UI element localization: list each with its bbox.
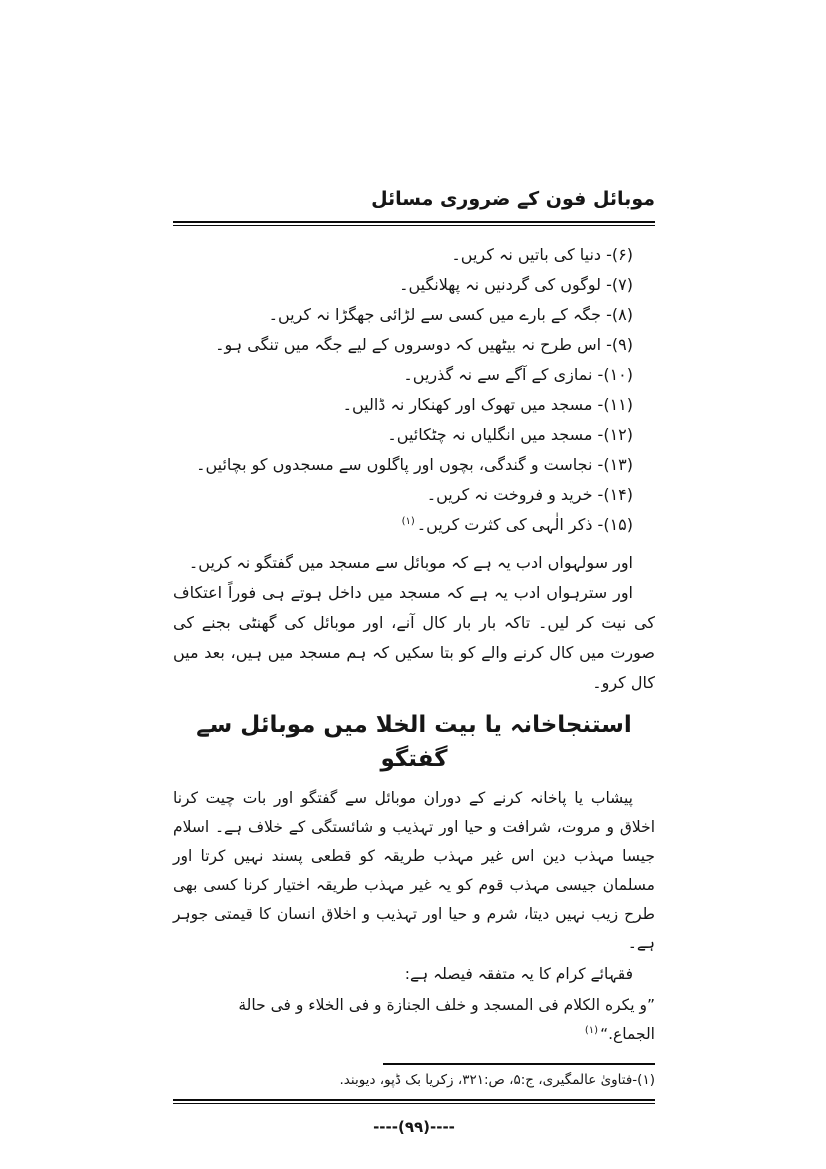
paragraph-sixteenth-adab: اور سولہواں ادب یہ ہے کہ موبائل سے مسجد میں گفتگو نہ کریں۔	[188, 553, 633, 572]
list-item: (۱۴)- خرید و فروخت نہ کریں۔	[426, 485, 633, 504]
list-item: (۹)- اس طرح نہ بیٹھیں کہ دوسروں کے لیے جگہ میں تنگی ہو۔	[215, 335, 633, 354]
footer-double-rule	[173, 1099, 655, 1104]
adab-list	[173, 240, 655, 540]
page-header-title: موبائل فون کے ضروری مسائل	[371, 188, 655, 210]
list-item: (۷)- لوگوں کی گردنیں نہ پھلانگیں۔	[399, 275, 633, 294]
footnote-marker: (۱)	[401, 515, 415, 527]
list-item: (۱۲)- مسجد میں انگلیاں نہ چٹکائیں۔	[387, 425, 633, 444]
arabic-quote	[173, 991, 655, 1049]
list-item: (۸)- جگہ کے بارے میں کسی سے لڑائی جھگڑا نہ کریں۔	[268, 305, 633, 324]
page-number: ----(۹۹)----	[373, 1118, 455, 1136]
list-item-text: (۱۵)- ذکر الٰہی کی کثرت کریں۔	[416, 515, 633, 534]
list-item: (۱۳)- نجاست و گندگی، بچوں اور پاگلوں سے مسجدوں کو بچائیں۔	[196, 455, 633, 474]
list-item: (۱۰)- نمازی کے آگے سے نہ گذریں۔	[403, 365, 633, 384]
header-double-rule	[173, 221, 655, 226]
section-body-paragraph: پیشاب یا پاخانہ کرنے کے دوران موبائل سے گفتگو اور بات چیت کرنا اخلاق و مروت، شرافت و حیا اور تہذیب و شائستگی کے خلاف ہے۔ اسلام جیسا مہذب دین اس غیر مہذب طریقہ کو قطعی پسند نہیں کرتا اور مسلمان جیسی مہذب قوم کو یہ غیر مہذب طریقہ اختیار کرنا کسی بھی طرح زیب نہیں دیتا، شرم و حیا اور تہذیب و اخلاق انسان کا قیمتی جوہر ہے۔	[173, 789, 655, 952]
paragraph-seventeenth-adab: اور سترہواں ادب یہ ہے کہ مسجد میں داخل ہوتے ہی فوراً اعتکاف کی نیت کر لیں۔ تاکہ بار بار کال آنے، اور موبائل کی گھنٹی بجنے کی صورت میں کال کرنے والے کو بتا سکیں کہ ہم مسجد میں ہیں، بعد میں کال کرو۔	[173, 583, 655, 692]
footnote-marker: (۱)	[584, 1024, 599, 1036]
list-item: (۱۱)- مسجد میں تھوک اور کھنکار نہ ڈالیں۔	[342, 395, 633, 414]
verdict-intro-line: فقہائے کرام کا یہ متفقہ فیصلہ ہے:	[404, 965, 633, 983]
footnote-text: (۱)-فتاویٰ عالمگیری، ج:۵، ص:۳۲۱، زکریا بک ڈپو، دیوبند.	[339, 1072, 655, 1088]
footnote-separator-rule	[383, 1063, 655, 1065]
page-content	[173, 184, 655, 1140]
section-heading: استنجاخانہ یا بیت الخلا میں موبائل سے گفتگو	[196, 712, 632, 772]
list-item: (۶)- دنیا کی باتیں نہ کریں۔	[451, 245, 633, 264]
list-item-with-footnote	[173, 510, 655, 540]
arabic-quote-text: ”و يكره الكلام فى المسجد و خلف الجنازة و فى الخلاء و فى حالة الجماع.“	[238, 996, 655, 1043]
